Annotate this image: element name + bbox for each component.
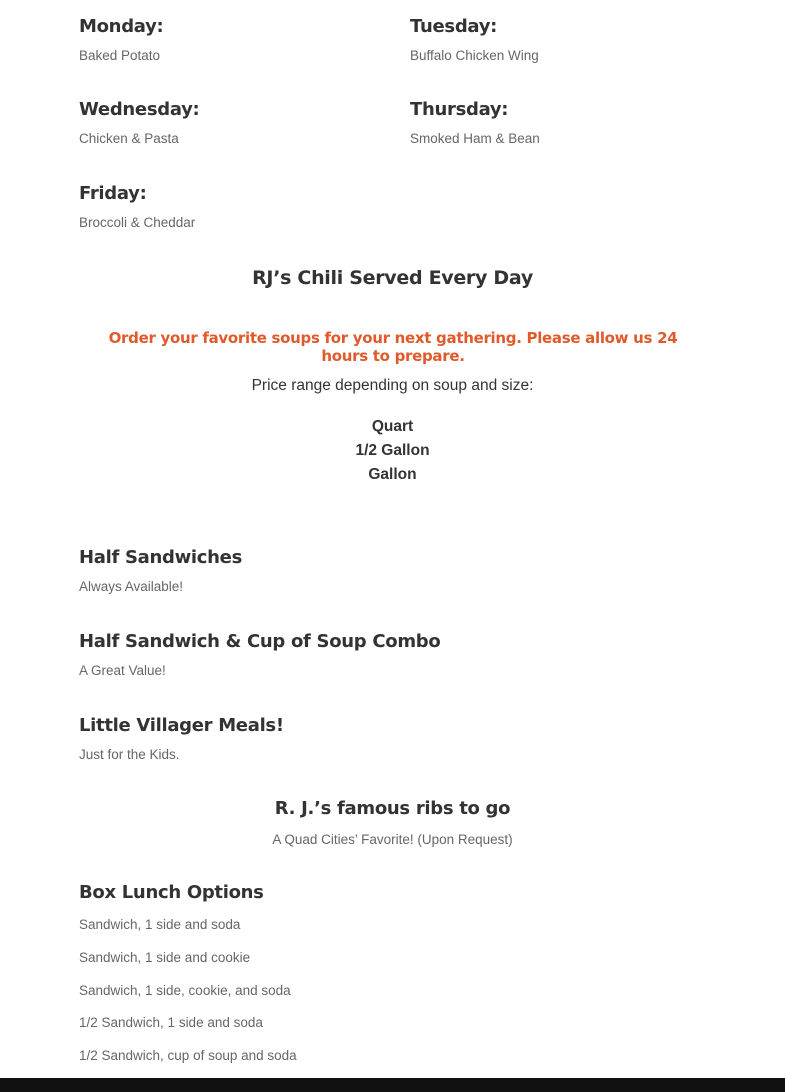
soup-name: Baked Potato	[79, 48, 161, 63]
day-label: Friday:	[79, 183, 147, 204]
box-lunch-options	[79, 913, 719, 1068]
footer-bar	[0, 1078, 785, 1092]
soup-name: Chicken & Pasta	[79, 131, 179, 146]
ribs-heading: R. J.’s famous ribs to go	[274, 798, 511, 819]
day-label: Monday:	[79, 16, 164, 37]
combo-section	[79, 631, 719, 680]
day-label: Tuesday:	[410, 16, 498, 37]
list-item: Sandwich, 1 side, cookie, and soda	[79, 982, 291, 998]
section-title: Half Sandwiches	[79, 547, 242, 568]
day-label: Thursday:	[410, 99, 509, 120]
list-item: 1/2 Sandwich, 1 side and soda	[79, 1015, 263, 1031]
soup-name: Smoked Ham & Bean	[410, 131, 540, 146]
section-title: Half Sandwich & Cup of Soup Combo	[79, 631, 441, 652]
soup-name: Broccoli & Cheddar	[79, 215, 196, 230]
box-lunch-section	[79, 882, 719, 1068]
price-range-text: Price range depending on soup and size:	[251, 377, 534, 394]
size-list	[0, 415, 785, 487]
list-item: 1/2 Sandwich, cup of soup and soda	[79, 1048, 297, 1064]
kids-meals-section	[79, 715, 719, 764]
soup-name: Buffalo Chicken Wing	[410, 48, 539, 63]
section-desc: Just for the Kids.	[79, 747, 180, 762]
section-desc: Always Available!	[79, 579, 184, 594]
soup-day-wednesday	[79, 99, 379, 148]
list-item: Sandwich, 1 side and cookie	[79, 949, 251, 965]
chili-heading: RJ’s Chili Served Every Day	[252, 267, 533, 289]
soup-day-friday	[79, 183, 379, 232]
section-desc: A Great Value!	[79, 663, 166, 678]
soup-day-monday	[79, 16, 379, 65]
section-title: Little Villager Meals!	[79, 715, 284, 736]
size-gallon: Gallon	[368, 466, 417, 483]
section-title: Box Lunch Options	[79, 882, 264, 903]
order-notice: Order your favorite soups for your next gathering. Please allow us 24 hours to prepare.	[108, 329, 678, 365]
soup-day-tuesday	[410, 16, 710, 65]
list-item: Sandwich, 1 side and soda	[79, 917, 241, 932]
day-label: Wednesday:	[79, 99, 200, 120]
ribs-desc: A Quad Cities’ Favorite! (Upon Request)	[272, 832, 513, 847]
soup-day-thursday	[410, 99, 710, 148]
size-quart: Quart	[371, 418, 414, 435]
size-half-gallon: 1/2 Gallon	[355, 442, 430, 459]
half-sandwiches-section	[79, 547, 719, 596]
